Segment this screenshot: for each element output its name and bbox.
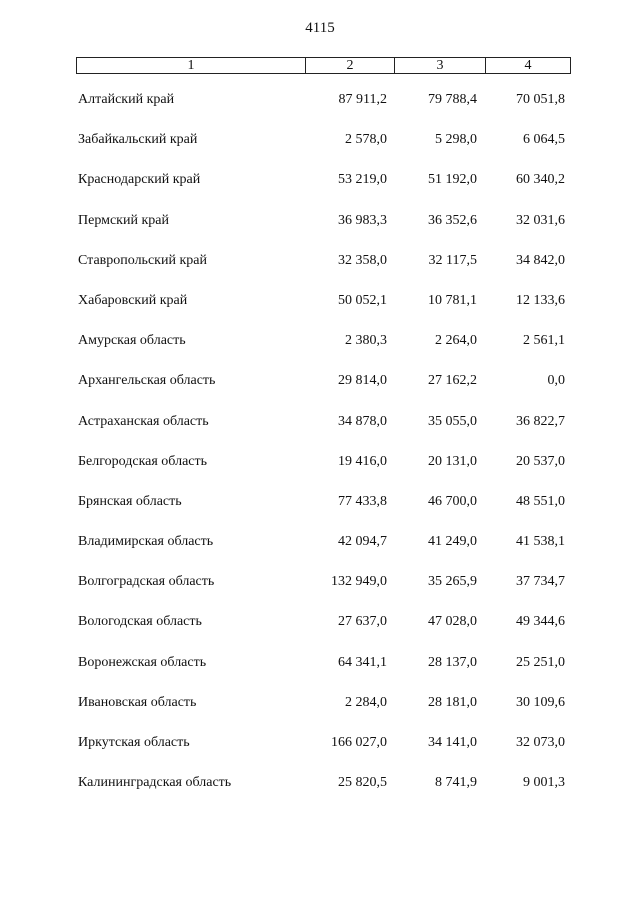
- value-col-3: 36 352,6: [428, 212, 477, 228]
- value-col-4: 36 822,7: [516, 413, 565, 429]
- value-col-4: 32 073,0: [516, 735, 565, 750]
- region-name: Иркутская область: [78, 735, 190, 750]
- value-col-3: 27 162,2: [428, 373, 477, 389]
- table-row: [0, 209, 640, 249]
- region-name: Забайкальский край: [78, 132, 198, 148]
- table-row: [0, 249, 640, 289]
- table-header: [76, 57, 571, 74]
- value-col-2: 87 911,2: [338, 92, 387, 107]
- value-col-3: 5 298,0: [435, 132, 477, 148]
- value-col-2: 2 284,0: [345, 694, 387, 710]
- value-col-3: 32 117,5: [428, 252, 477, 268]
- table-row: [0, 289, 640, 329]
- value-col-2: 132 949,0: [331, 574, 387, 590]
- table-row: [0, 610, 640, 650]
- table-row: [0, 168, 640, 208]
- value-col-2: 64 341,1: [338, 654, 387, 670]
- value-col-3: 35 055,0: [428, 413, 477, 429]
- region-name: Владимирская область: [78, 534, 214, 550]
- region-name: Алтайский край: [78, 92, 175, 107]
- table-row: [0, 651, 640, 691]
- region-name: Калининградская область: [78, 775, 232, 791]
- value-col-2: 27 637,0: [338, 614, 387, 630]
- value-col-4: 37 734,7: [516, 574, 565, 590]
- value-col-2: 2 380,3: [345, 333, 387, 349]
- region-name: Вологодская область: [78, 614, 202, 630]
- header-cell-2: 2: [305, 58, 394, 73]
- value-col-3: 2 264,0: [435, 333, 477, 349]
- table-row: [0, 450, 640, 490]
- region-name: Амурская область: [78, 333, 186, 349]
- value-col-4: 25 251,0: [516, 654, 565, 670]
- table-row: [0, 731, 640, 771]
- region-name: Архангельская область: [78, 373, 216, 389]
- page-number: 4115: [305, 20, 335, 36]
- region-name: Пермский край: [78, 212, 169, 228]
- region-name: Ставропольский край: [78, 252, 207, 268]
- value-col-4: 49 344,6: [516, 614, 565, 630]
- table-row: [0, 329, 640, 369]
- value-col-2: 25 820,5: [338, 775, 387, 791]
- value-col-2: 50 052,1: [338, 292, 387, 308]
- region-name: Брянская область: [78, 493, 182, 509]
- value-col-4: 48 551,0: [516, 493, 565, 509]
- region-name: Волгоградская область: [78, 574, 215, 590]
- region-name: Астраханская область: [78, 413, 209, 429]
- value-col-2: 19 416,0: [338, 453, 387, 469]
- table-row: [0, 530, 640, 570]
- table-row: [0, 771, 640, 811]
- region-name: Краснодарский край: [78, 172, 201, 188]
- value-col-2: 36 983,3: [338, 212, 387, 228]
- value-col-2: 166 027,0: [331, 735, 387, 750]
- value-col-4: 0,0: [547, 373, 565, 389]
- value-col-4: 70 051,8: [516, 92, 565, 107]
- value-col-2: 29 814,0: [338, 373, 387, 389]
- value-col-3: 46 700,0: [428, 493, 477, 509]
- value-col-2: 53 219,0: [338, 172, 387, 188]
- value-col-3: 28 181,0: [428, 694, 477, 710]
- value-col-4: 20 537,0: [516, 453, 565, 469]
- table-row: [0, 570, 640, 610]
- value-col-2: 77 433,8: [338, 493, 387, 509]
- header-cell-1: 1: [187, 57, 195, 73]
- table-row: [0, 410, 640, 450]
- value-col-4: 34 842,0: [516, 252, 565, 268]
- value-col-2: 42 094,7: [338, 534, 387, 550]
- value-col-4: 41 538,1: [516, 534, 565, 550]
- header-cell-4: 4: [485, 58, 570, 73]
- value-col-3: 41 249,0: [428, 534, 477, 550]
- value-col-3: 51 192,0: [428, 172, 477, 188]
- header-cell-3: 3: [394, 58, 485, 73]
- value-col-4: 60 340,2: [516, 172, 565, 188]
- region-name: Воронежская область: [78, 654, 207, 670]
- value-col-3: 79 788,4: [428, 92, 477, 107]
- region-name: Хабаровский край: [78, 292, 188, 308]
- value-col-3: 35 265,9: [428, 574, 477, 590]
- value-col-4: 9 001,3: [523, 775, 565, 791]
- value-col-4: 12 133,6: [516, 292, 565, 308]
- value-col-3: 34 141,0: [428, 735, 477, 750]
- table-row: [0, 369, 640, 409]
- value-col-3: 8 741,9: [435, 775, 477, 791]
- value-col-2: 32 358,0: [338, 252, 387, 268]
- value-col-2: 34 878,0: [338, 413, 387, 429]
- value-col-4: 30 109,6: [516, 694, 565, 710]
- value-col-4: 2 561,1: [523, 333, 565, 349]
- value-col-3: 20 131,0: [428, 453, 477, 469]
- value-col-3: 28 137,0: [428, 654, 477, 670]
- value-col-4: 32 031,6: [516, 212, 565, 228]
- table-row: [0, 691, 640, 731]
- region-name: Белгородская область: [78, 453, 208, 469]
- value-col-3: 10 781,1: [428, 292, 477, 308]
- table-row: [0, 490, 640, 530]
- table-row: [0, 88, 640, 128]
- value-col-4: 6 064,5: [523, 132, 565, 148]
- value-col-3: 47 028,0: [428, 614, 477, 630]
- region-name: Ивановская область: [78, 694, 197, 710]
- table-row: [0, 128, 640, 168]
- table-body: [0, 88, 640, 811]
- value-col-2: 2 578,0: [345, 132, 387, 148]
